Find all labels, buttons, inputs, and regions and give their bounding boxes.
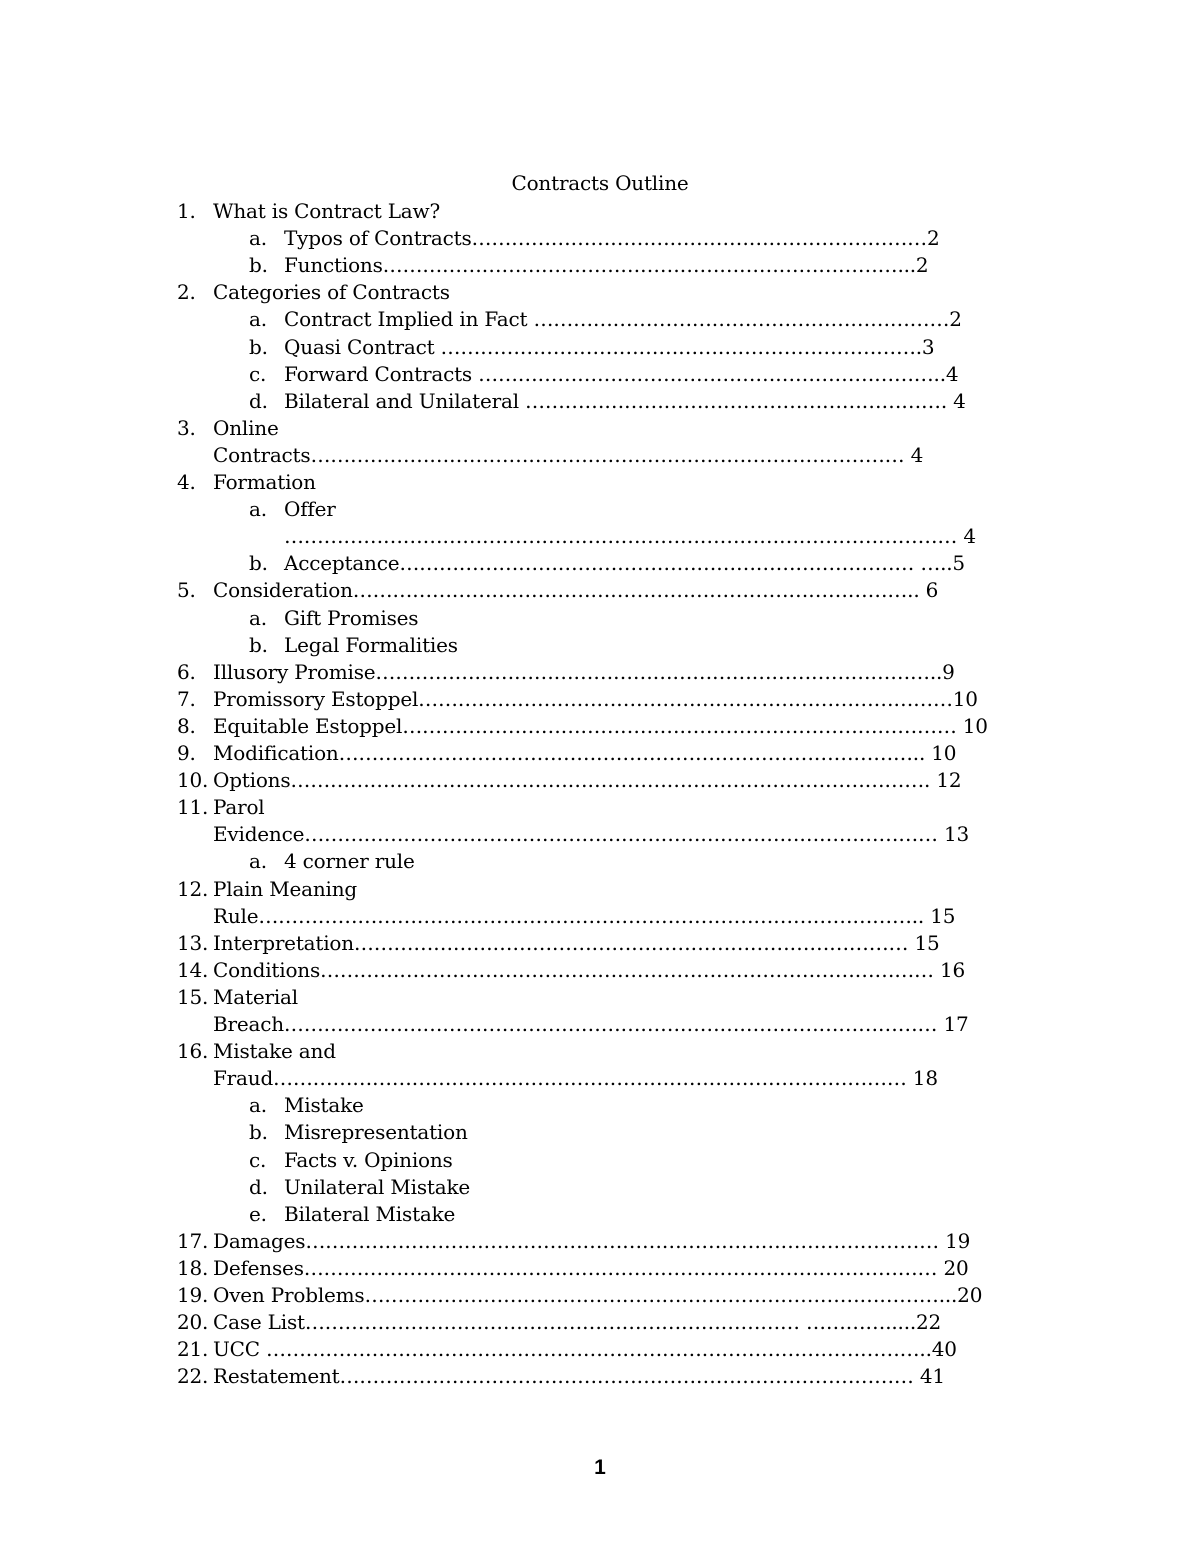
toc-entry	[0, 469, 1080, 496]
toc-entry-number: e.	[249, 1201, 267, 1226]
toc-entry-number: 14.	[177, 957, 209, 982]
toc-entry-number: 16.	[177, 1039, 209, 1064]
toc-entry-text: What is Contract Law?	[213, 199, 440, 223]
toc-entry-text: Offer	[284, 497, 336, 522]
toc-entry	[0, 1119, 1080, 1146]
toc-entry-text: Fraud…………………………………………………………………………………… 18	[213, 1066, 938, 1091]
toc-entry	[0, 1201, 1080, 1228]
toc-entry-text: Modification…………………………………………………………………………….. 10	[213, 741, 957, 765]
toc-entry	[0, 1092, 1080, 1119]
toc-entry-text: Bilateral and Unilateral ………………………………………………………. 4	[284, 388, 966, 413]
toc-entry	[0, 659, 1080, 686]
toc-entry	[0, 903, 1080, 930]
toc-entry-number: b.	[249, 632, 268, 657]
toc-entry-number: 17.	[177, 1228, 209, 1253]
toc-entry-number: 1.	[177, 199, 196, 223]
toc-entry	[0, 876, 1080, 903]
toc-entry-text: Formation	[213, 470, 316, 494]
toc-entry-text: Categories of Contracts	[213, 280, 450, 305]
toc-entry-text: Defenses…………………………………………………………………………………… 20	[213, 1255, 969, 1280]
toc-entry-number: b.	[249, 334, 268, 359]
toc-entry	[0, 821, 1080, 848]
toc-entry-number: b.	[249, 551, 268, 576]
toc-entry-text: Contract Implied in Fact ………………………………………………………2	[284, 307, 962, 332]
toc-entry	[0, 1309, 1080, 1336]
toc-entry-number: a.	[249, 226, 267, 251]
toc-entry	[0, 632, 1080, 659]
toc-entry-text: Gift Promises	[284, 605, 419, 630]
toc-entry-text: Damages…………………………………………………………………………………… 19	[213, 1228, 971, 1253]
toc-entry	[0, 605, 1080, 632]
toc-entry	[0, 1147, 1080, 1174]
toc-entry-text: ………………………………………………………………………………………… 4	[284, 524, 976, 549]
toc-entry-text: Acceptance…………………………………………………………………… …..5	[284, 551, 965, 576]
toc-entry-text: Quasi Contract ……………………………………………………………….3	[284, 334, 935, 359]
toc-entry-number: 12.	[177, 876, 209, 901]
toc-entry	[0, 1065, 1080, 1092]
toc-entry	[0, 1363, 1080, 1390]
toc-entry-number: c.	[249, 1147, 267, 1172]
toc-entry-text: Breach……………………………………………………………………………………… 17	[213, 1012, 969, 1036]
toc-entry-number: 18.	[177, 1255, 209, 1280]
document-title: Contracts Outline	[511, 171, 689, 195]
toc-entry-text: Restatement…………………………………………………………………………… 41	[213, 1364, 945, 1389]
toc-entry	[0, 334, 1080, 361]
toc-entry-text: Oven Problems……………………………………………………………………………...20	[213, 1283, 983, 1307]
toc-entry-number: 6.	[177, 659, 196, 684]
toc-entry-text: Material	[213, 984, 298, 1009]
toc-entry-number: 2.	[177, 280, 196, 305]
toc-entry	[0, 794, 1080, 821]
toc-entry	[0, 767, 1080, 794]
toc-entry-text: Plain Meaning	[213, 876, 358, 901]
toc-entry-text: Illusory Promise…………………………………………………………………………..9	[213, 659, 955, 684]
toc-entry	[0, 1255, 1080, 1282]
toc-entry-text: 4 corner rule	[284, 849, 415, 874]
toc-entry-text: Functions……………………………………………………………………...2	[284, 253, 929, 278]
toc-entry-number: 9.	[177, 741, 196, 765]
toc-entry-text: Consideration………………………………………………………………………….. 6	[213, 578, 939, 603]
toc-entry-text: Conditions………………………………………………………………………………… 16	[213, 957, 966, 982]
toc-entry-text: Mistake	[284, 1093, 364, 1118]
toc-entry-text: Rule……………………………………………………………………………………….. 15	[213, 903, 956, 928]
toc-entry-text: Misrepresentation	[284, 1120, 468, 1145]
toc-entry	[0, 361, 1080, 388]
toc-entry-text: Legal Formalities	[284, 632, 458, 657]
toc-entry	[0, 1336, 1080, 1363]
toc-entry-number: 15.	[177, 984, 209, 1009]
toc-entry	[0, 442, 1080, 469]
toc-entry	[0, 252, 1080, 279]
toc-entry	[0, 1228, 1080, 1255]
toc-entry	[0, 848, 1080, 875]
toc-entry-text: Forward Contracts ……………………………………………………………..4	[284, 361, 959, 386]
toc-entry	[0, 523, 1080, 550]
toc-entry-number: a.	[249, 605, 267, 630]
toc-entry	[0, 713, 1080, 740]
toc-entry	[0, 1174, 1080, 1201]
toc-entry-number: d.	[249, 388, 268, 413]
toc-entry-text: Facts v. Opinions	[284, 1147, 453, 1172]
toc-entry-number: 11.	[177, 795, 209, 820]
toc-entry	[0, 957, 1080, 984]
toc-entry-text: Evidence…………………………………………………………………………………… 13	[213, 822, 970, 847]
toc-entry-number: 21.	[177, 1337, 209, 1362]
toc-entry-number: 20.	[177, 1310, 209, 1335]
toc-entry	[0, 388, 1080, 415]
toc-entry	[0, 686, 1080, 713]
toc-entry	[0, 1038, 1080, 1065]
toc-entry-number: 8.	[177, 713, 196, 738]
toc-entry-number: a.	[249, 307, 267, 332]
toc-entry-number: 4.	[177, 470, 196, 494]
toc-entry-number: 7.	[177, 686, 196, 711]
page-number: 1	[594, 1456, 606, 1479]
toc-entry-number: c.	[249, 361, 267, 386]
toc-entry-text: UCC ………………………………………………………………………………………..40	[213, 1337, 957, 1362]
toc-entry	[0, 225, 1080, 252]
toc-entry-text: Equitable Estoppel………………………………………………………………………… 10	[213, 713, 988, 738]
toc-entry	[0, 984, 1080, 1011]
toc-entry-text: Bilateral Mistake	[284, 1201, 456, 1226]
toc-entry-text: Online	[213, 415, 279, 440]
toc-entry-text: Mistake and	[213, 1039, 336, 1064]
toc-entry-number: b.	[249, 1120, 268, 1145]
toc-entry	[0, 306, 1080, 333]
toc-entry-text: Case List………………………………………………………………… ………….....22	[213, 1310, 942, 1335]
toc-entry-number: 3.	[177, 415, 196, 440]
toc-entry-number: a.	[249, 1093, 267, 1118]
toc-entry-number: 13.	[177, 930, 209, 955]
toc-entry	[0, 740, 1080, 767]
toc-entry-text: Promissory Estoppel………………………………………………………………………10	[213, 686, 978, 711]
toc-entry-text: Unilateral Mistake	[284, 1174, 471, 1199]
toc-entry-number: 5.	[177, 578, 196, 603]
toc-entry	[0, 198, 1080, 225]
toc-entry	[0, 577, 1080, 604]
toc-entry-text: Typos of Contracts……………………………………………………………2	[284, 226, 940, 251]
toc-entry-text: Contracts……………………………………………………………………………… 4	[213, 442, 924, 467]
toc-entry-text: Parol	[213, 795, 265, 820]
toc-entry	[0, 496, 1080, 523]
toc-entry-number: a.	[249, 497, 267, 522]
toc-entry-text: Interpretation………………………………………………………………………… 15	[213, 930, 940, 955]
toc-entry-text: Options……………………………………………………………………………………. 12	[213, 768, 962, 793]
toc-entry	[0, 550, 1080, 577]
toc-entry	[0, 415, 1080, 442]
toc-entry-number: b.	[249, 253, 268, 278]
toc-entry-number: a.	[249, 849, 267, 874]
toc-entry-number: 10.	[177, 768, 209, 793]
toc-entry-number: 22.	[177, 1364, 209, 1389]
toc-entry	[0, 279, 1080, 306]
toc-entry	[0, 1011, 1080, 1038]
toc-entry-number: d.	[249, 1174, 268, 1199]
toc-entry	[0, 1282, 1080, 1309]
toc-entry	[0, 930, 1080, 957]
toc-entry-number: 19.	[177, 1283, 209, 1307]
